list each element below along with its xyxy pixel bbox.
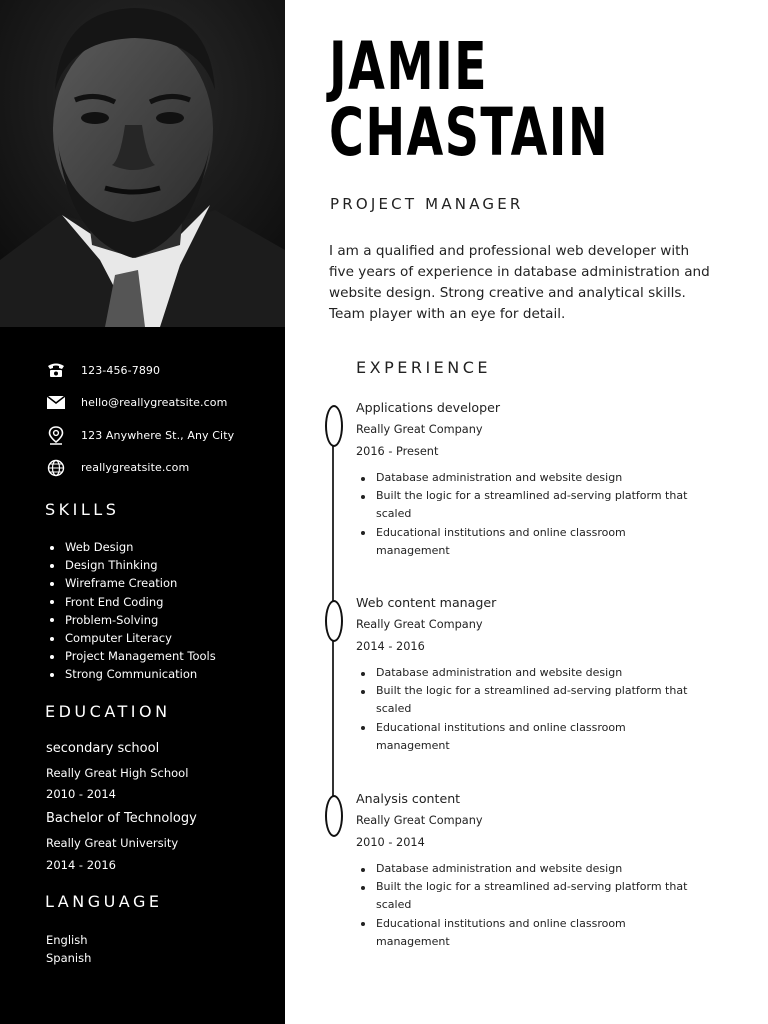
job-bullets [356, 469, 696, 560]
education-school: Really Great University [46, 836, 179, 850]
phone-text: 123-456-7890 [81, 363, 161, 377]
phone-icon [45, 360, 67, 380]
about-paragraph: I am a qualified and professional web developer with five years of experience in database administration and website design. Strong creative and analytical skills. Team player with an eye for detail. [329, 243, 710, 322]
timeline-node [325, 405, 343, 447]
job-bullet: Educational institutions and online classroom management [356, 719, 696, 755]
education-dates: 2010 - 2014 [46, 787, 116, 801]
job-dates: 2010 - 2014 [356, 836, 425, 849]
candidate-name [329, 28, 610, 171]
skills-heading: SKILLS [45, 500, 120, 519]
contact-phone [45, 354, 275, 387]
skill-item: Web Design [45, 538, 216, 556]
job-bullets [356, 860, 696, 951]
job-bullet: Built the logic for a streamlined ad-serving platform that scaled [356, 487, 696, 523]
portrait-image [0, 0, 285, 327]
website-text: reallygreatsite.com [81, 461, 190, 475]
skill-item: Strong Communication [45, 665, 216, 683]
contact-email [45, 387, 275, 420]
education-heading: EDUCATION [45, 702, 171, 721]
language-item: Spanish [46, 951, 92, 965]
language-item: English [46, 933, 88, 947]
job-bullet: Database administration and website design [356, 469, 696, 487]
job-company: Really Great Company [356, 423, 483, 436]
location-pin-icon [45, 425, 67, 445]
profile-photo [0, 0, 285, 327]
skills-list [45, 538, 216, 684]
skill-item: Computer Literacy [45, 629, 216, 647]
contact-section [45, 354, 275, 484]
job-role: Analysis content [356, 791, 461, 806]
job-dates: 2014 - 2016 [356, 640, 425, 653]
job-bullet: Built the logic for a streamlined ad-serving platform that scaled [356, 682, 696, 718]
timeline-node [325, 795, 343, 837]
job-bullets [356, 664, 696, 755]
timeline-node [325, 600, 343, 642]
email-text: hello@reallygreatsite.com [81, 396, 228, 410]
contact-address [45, 419, 275, 452]
mail-icon [45, 393, 67, 413]
job-role: Web content manager [356, 595, 497, 610]
job-bullet: Educational institutions and online classroom management [356, 915, 696, 951]
job-bullet: Database administration and website design [356, 860, 696, 878]
job-dates: 2016 - Present [356, 445, 439, 458]
address-text: 123 Anywhere St., Any City [81, 428, 235, 442]
last-name: CHASTAIN [329, 94, 610, 171]
education-degree: Bachelor of Technology [46, 811, 197, 826]
education-school: Really Great High School [46, 766, 189, 780]
skill-item: Design Thinking [45, 556, 216, 574]
job-role: Applications developer [356, 400, 500, 415]
job-company: Really Great Company [356, 814, 483, 827]
job-bullet: Built the logic for a streamlined ad-serving platform that scaled [356, 878, 696, 914]
skill-item: Wireframe Creation [45, 574, 216, 592]
skill-item: Project Management Tools [45, 647, 216, 665]
sidebar [0, 0, 285, 1024]
first-name: JAMIE [329, 28, 489, 105]
contact-website [45, 452, 275, 485]
skill-item: Problem-Solving [45, 611, 216, 629]
experience-entry [356, 592, 696, 755]
experience-entry [356, 397, 696, 560]
education-degree: secondary school [46, 741, 160, 756]
language-heading: LANGUAGE [45, 892, 163, 911]
experience-entry [356, 788, 696, 951]
education-dates: 2014 - 2016 [46, 858, 116, 872]
job-title-heading: PROJECT MANAGER [330, 195, 524, 213]
job-company: Really Great Company [356, 618, 483, 631]
experience-heading: EXPERIENCE [356, 358, 492, 377]
language-list [46, 931, 91, 967]
job-bullet: Database administration and website design [356, 664, 696, 682]
skill-item: Front End Coding [45, 593, 216, 611]
main-content [285, 0, 768, 1024]
globe-icon [45, 458, 67, 478]
job-bullet: Educational institutions and online classroom management [356, 524, 696, 560]
